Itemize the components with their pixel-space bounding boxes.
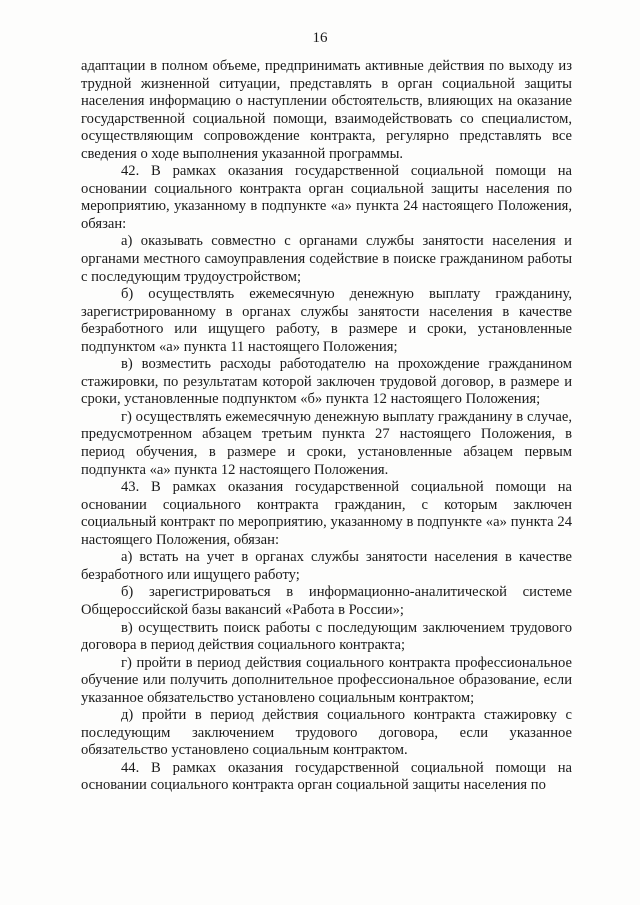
paragraph-44: 44. В рамках оказания государственной социальной помощи на основании социального контракта орган социальной защиты населения по (81, 759, 572, 794)
paragraph-43-g: г) пройти в период действия социального контракта профессиональное обучение или получить дополнительное профессиональное образование, если указанное обязательство установлено социальным контрактом; (81, 654, 572, 706)
paragraph-42-g: г) осуществлять ежемесячную денежную выплату гражданину в случае, предусмотренном абзацем третьим пункта 27 настоящего Положения, в период обучения, в размере и сроки, установленные абзацем первым подпункта «а» пункта 12 настоящего Положения. (81, 408, 572, 478)
paragraph-43-b: б) зарегистрироваться в информационно-аналитической системе Общероссийской базы вакансий «Работа в России»; (81, 584, 572, 618)
paragraph-43-d: д) пройти в период действия социального контракта стажировку с последующим заключением трудового договора, если указанное обязательство установлено социальным контрактом. (81, 707, 572, 759)
paragraph-43-v: в) осуществить поиск работы с последующим заключением трудового договора в период действия социального контракта; (81, 619, 572, 654)
paragraph-43: 43. В рамках оказания государственной социальной помощи на основании социального контракта гражданин, с которым заключен социальный контракт по мероприятию, указанному в подпункте «а» пункта 24 настоящего Положения, обязан: (81, 479, 572, 548)
paragraph-43-a: а) встать на учет в органах службы занятости населения в качестве безработного или ищущего работу; (81, 549, 572, 583)
document-body (81, 58, 572, 795)
paragraph-continuation: адаптации в полном объеме, предпринимать активные действия по выходу из трудной жизненной ситуации, представлять в орган социальной защиты населения информацию о наступлении обстоятельств, влияющих на оказание государственной социальной помощи, взаимодействовать со специалистом, осуществляющим сопровождение контракта, регулярно представлять все сведения о ходе выполнения указанной программы. (81, 58, 572, 162)
paragraph-42-b: б) осуществлять ежемесячную денежную выплату гражданину, зарегистрированному в органах службы занятости населения в качестве безработного или ищущего работу, в размере и сроки, установленные подпунктом «а» пункта 11 настоящего Положения; (81, 286, 572, 355)
paragraph-42-v: в) возместить расходы работодателю на прохождение гражданином стажировки, по результатам которой заключен трудовой договор, в размере и сроки, установленные подпунктом «б» пункта 12 настоящего Положения; (81, 356, 572, 408)
paragraph-42-a: а) оказывать совместно с органами службы занятости населения и органами местного самоуправления содействие в поиске гражданином работы с последующим трудоустройством; (81, 233, 572, 285)
page-number: 16 (312, 30, 328, 46)
paragraph-42: 42. В рамках оказания государственной социальной помощи на основании социального контракта орган социальной защиты населения по мероприятию, указанному в подпункте «а» пункта 24 настоящего Положения, обязан: (81, 163, 572, 232)
